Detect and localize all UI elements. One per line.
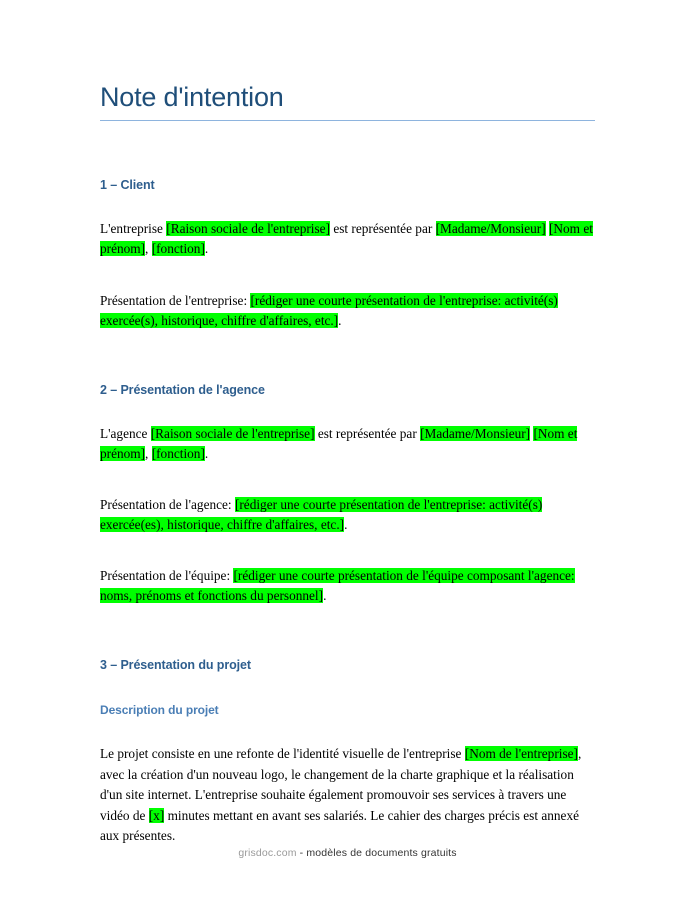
placeholder-nom-entreprise: [Nom de l'entreprise] [464,746,578,762]
text-run: , avec la création d'un nouveau logo, le changement de la charte graphique et la réalisation d'un site internet. L'entreprise souhaite également promouvoir ses services à travers une vidéo de [100,746,582,823]
paragraph-equipe-presentation [100,566,595,607]
text-run: . [338,313,342,329]
placeholder-raison-sociale: [Raison sociale de l'entreprise] [166,220,331,236]
paragraph-client-representation [100,219,595,260]
section-heading-projet: 3 – Présentation du projet [100,657,251,672]
text-run: Présentation de l'entreprise: [100,292,251,308]
placeholder-duree-video: [x] [148,807,165,823]
placeholder-nom-prenom: [Nom et prénom] [100,425,578,462]
text-run: Présentation de l'équipe: [100,567,234,583]
text-run: L'agence [100,425,151,441]
section-heading-client: 1 – Client [100,177,155,192]
placeholder-civilite: [Madame/Monsieur] [435,220,546,236]
text-run: . [204,241,209,257]
text-run: , [145,241,152,257]
paragraph-projet-description [100,744,595,847]
footer-tagline: - modèles de documents gratuits [296,847,457,859]
text-run: Le projet consiste en une refonte de l'identité visuelle de l'entreprise [100,746,465,762]
title-divider [100,120,595,121]
paragraph-client-presentation [100,291,595,332]
page-title: Note d'intention [100,82,284,112]
text-run: est représentée par [330,220,436,236]
text-run: . [323,588,327,604]
placeholder-raison-sociale: [Raison sociale de l'entreprise] [150,425,315,441]
placeholder-fonction: [fonction] [151,241,205,257]
footer-site-name: grisdoc.com [238,847,297,859]
placeholder-civilite: [Madame/Monsieur] [420,425,531,441]
subsection-heading-description-projet: Description du projet [100,702,219,717]
text-run: Présentation de l'agence: [100,496,235,512]
text-run: . [204,446,209,462]
text-run: est représentée par [314,425,421,441]
section-heading-agence: 2 – Présentation de l'agence [100,382,265,397]
document-body [100,0,595,847]
placeholder-nom-prenom: [Nom et prénom] [100,220,593,257]
text-run: , [145,446,152,462]
text-run: . [344,517,348,533]
paragraph-agence-presentation [100,495,595,536]
placeholder-presentation-entreprise: [rédiger une courte présentation de l'entreprise: activité(s) exercée(s), historique, chiffre d'affaires, etc.] [100,292,558,329]
placeholder-presentation-agence: [rédiger une courte présentation de l'entreprise: activité(s) exercée(es), historique, chiffre d'affaires, etc.] [100,496,543,533]
paragraph-agence-representation [100,424,595,465]
page-footer [0,846,695,860]
text-run: L'entreprise [100,220,167,236]
placeholder-fonction: [fonction] [151,446,205,462]
placeholder-presentation-equipe: [rédiger une courte présentation de l'équipe composant l'agence: noms, prénoms et fonctions du personnel] [100,567,575,604]
text-run: minutes mettant en avant ses salariés. Le cahier des charges précis est annexé aux présentes. [100,807,580,844]
